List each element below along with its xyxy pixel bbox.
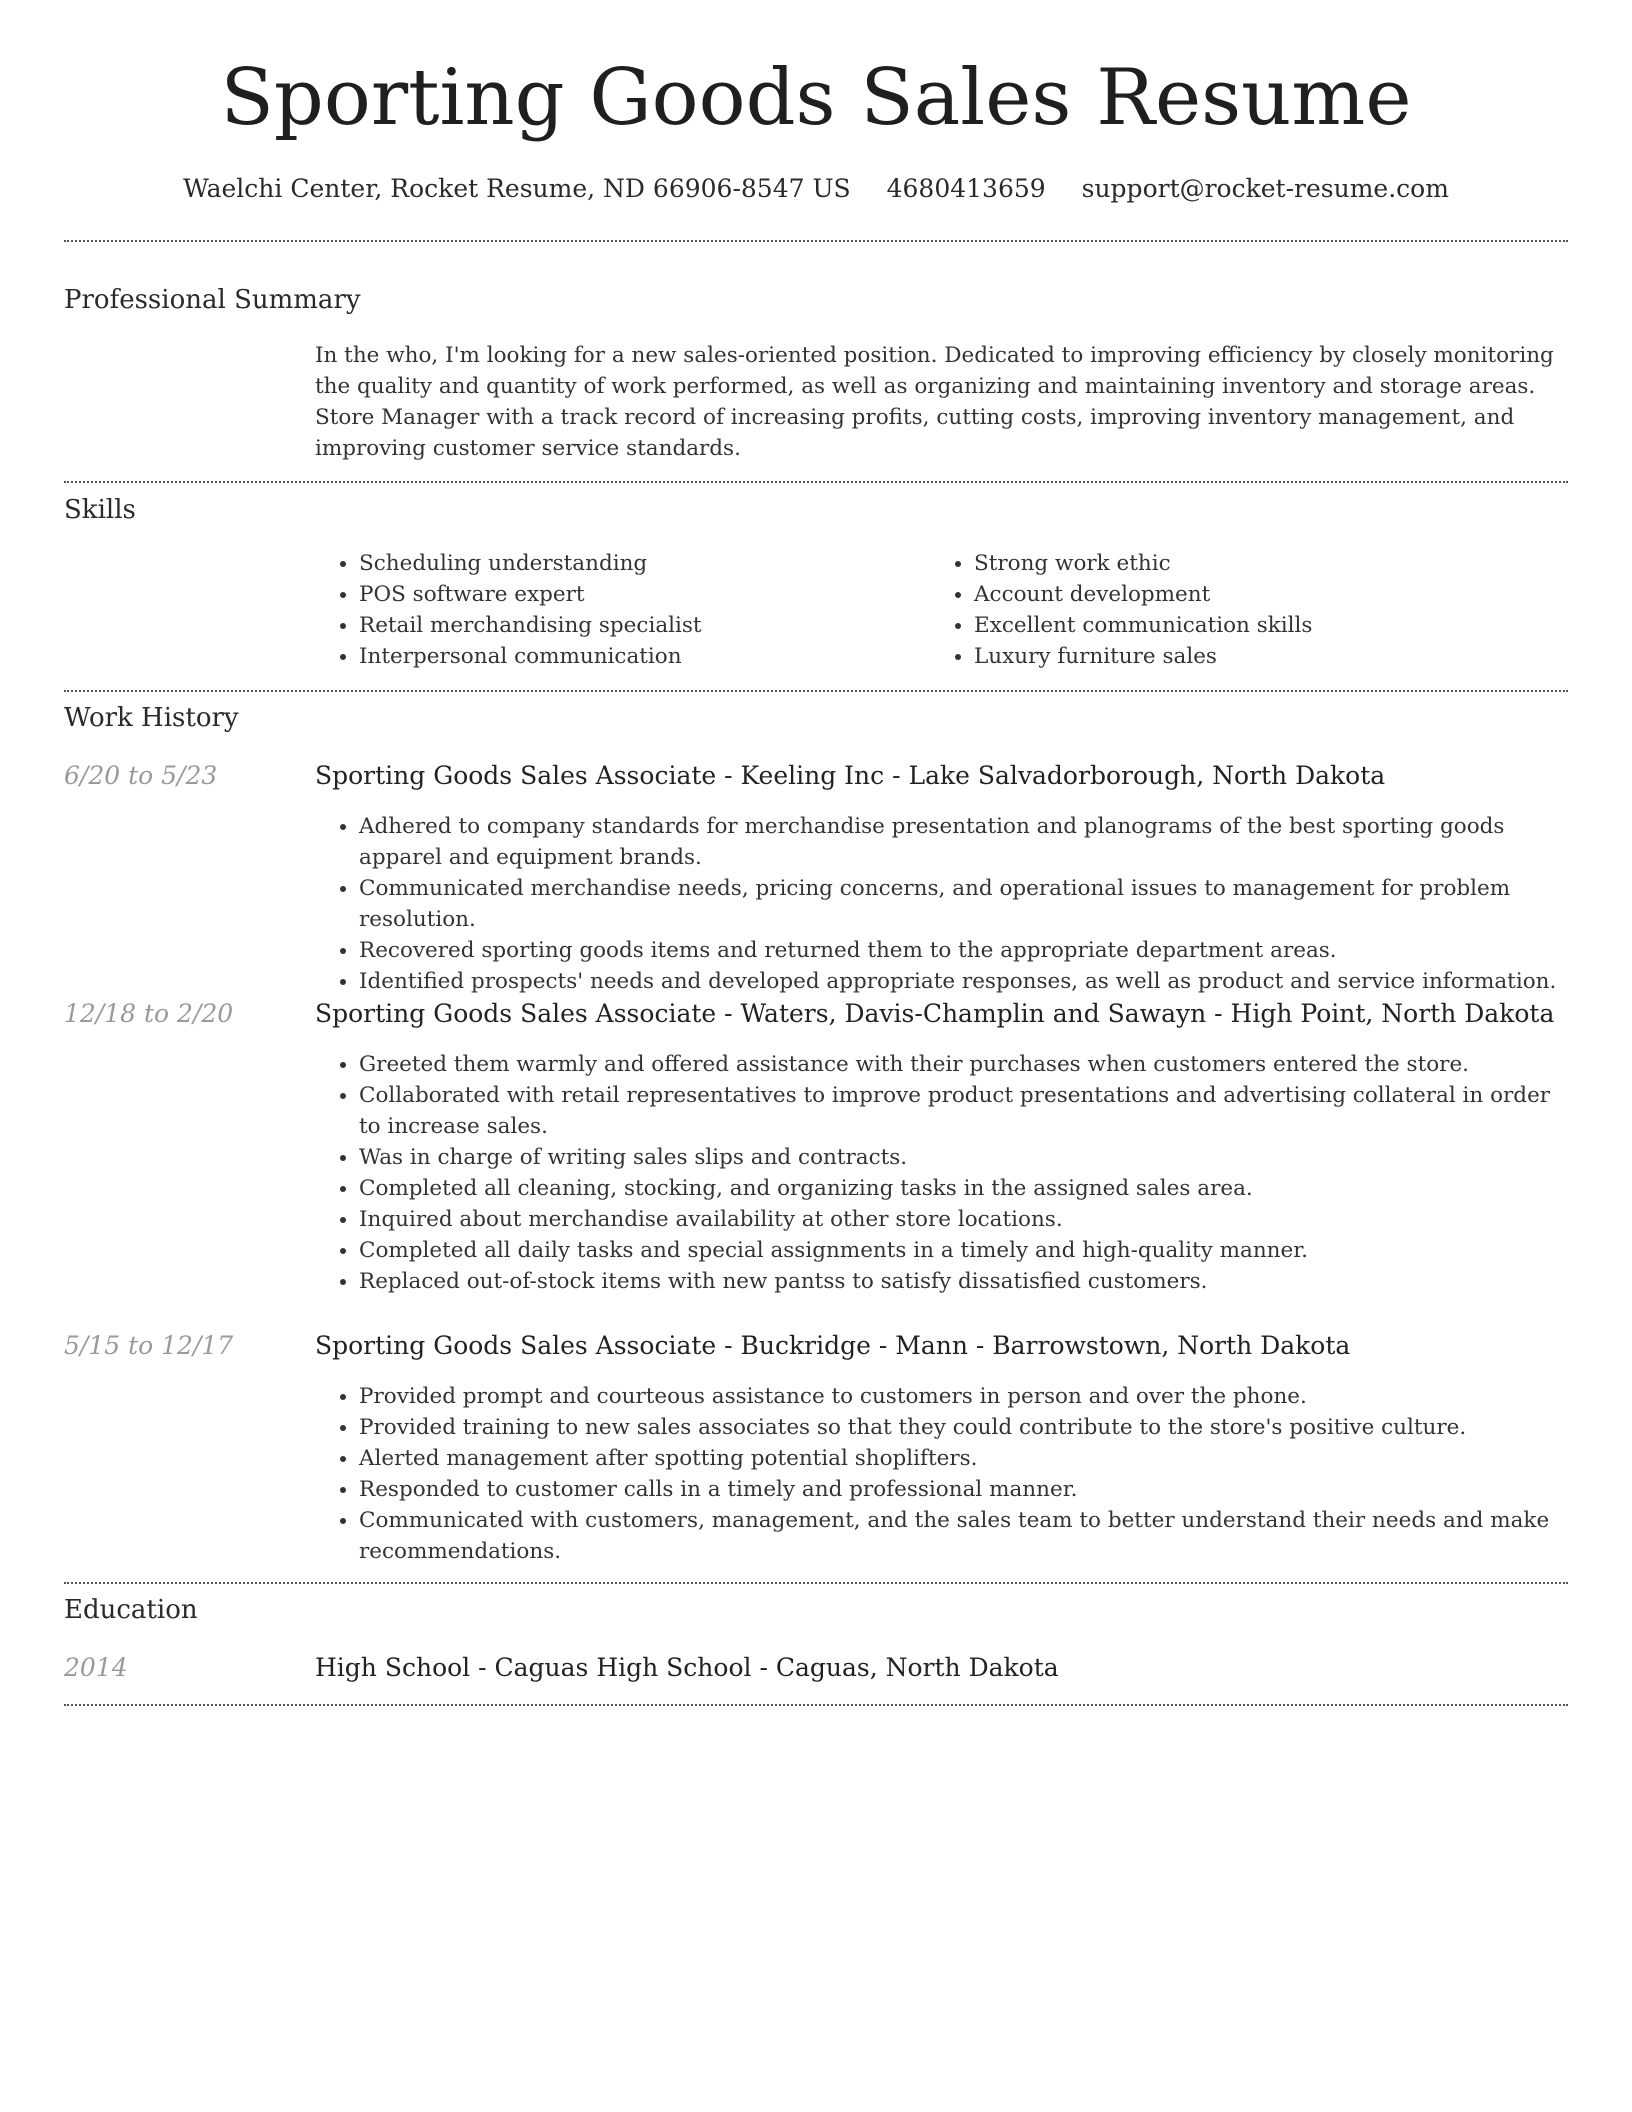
job-dates: 6/20 to 5/23 [64, 761, 218, 790]
job-bullets [315, 1381, 1575, 1567]
divider [64, 1582, 1568, 1584]
job-bullet: • Alerted management after spotting potential shoplifters. [359, 1443, 1575, 1474]
job-bullet: • Completed all daily tasks and special assignments in a timely and high-quality manner. [359, 1235, 1575, 1266]
contact-email: support@rocket-resume.com [1081, 174, 1449, 203]
job-bullet: • Was in charge of writing sales slips and contracts. [359, 1142, 1575, 1173]
job-bullet: • Provided training to new sales associates so that they could contribute to the store's positive culture. [359, 1412, 1575, 1443]
job-bullet: • Adhered to company standards for merchandise presentation and planograms of the best sporting goods apparel and equipment brands. [359, 811, 1575, 873]
divider [64, 1704, 1568, 1706]
job-heading: Sporting Goods Sales Associate - Buckridge - Mann - Barrowstown, North Dakota [315, 1331, 1351, 1360]
job-bullet: • Recovered sporting goods items and returned them to the appropriate department areas. [359, 935, 1575, 966]
job-bullet: • Greeted them warmly and offered assistance with their purchases when customers entered the store. [359, 1049, 1575, 1080]
education-date: 2014 [64, 1653, 128, 1682]
section-title-education: Education [64, 1595, 198, 1625]
contact-phone: 4680413659 [886, 174, 1046, 203]
job-bullet: • Collaborated with retail representatives to improve product presentations and advertising collateral in order to increase sales. [359, 1080, 1575, 1142]
skills-column-2 [930, 548, 1534, 672]
skill-item: • POS software expert [359, 579, 919, 610]
resume-title: Sporting Goods Sales Resume [220, 53, 1412, 143]
skill-item: • Excellent communication skills [974, 610, 1534, 641]
job-bullets [315, 1049, 1575, 1297]
job-dates: 12/18 to 2/20 [64, 999, 234, 1028]
skill-item: • Interpersonal communication [359, 641, 919, 672]
section-title-skills: Skills [64, 495, 136, 525]
job-bullet: • Communicated merchandise needs, pricing concerns, and operational issues to management for problem resolution. [359, 873, 1575, 935]
job-bullet: • Provided prompt and courteous assistance to customers in person and over the phone. [359, 1381, 1575, 1412]
divider [64, 481, 1568, 483]
section-title-work-history: Work History [64, 703, 239, 733]
job-bullet: • Communicated with customers, management, and the sales team to better understand their needs and make recommendations. [359, 1505, 1575, 1567]
job-bullet: • Replaced out-of-stock items with new pantss to satisfy dissatisfied customers. [359, 1266, 1575, 1297]
job-bullet: • Responded to customer calls in a timely and professional manner. [359, 1474, 1575, 1505]
summary-text: In the who, I'm looking for a new sales-oriented position. Dedicated to improving efficiency by closely monitoring the quality and quantity of work performed, as well as organizing and maintaining inventory and storage areas. Store Manager with a track record of increasing profits, cutting costs, improving inventory management, and improving customer service standards. [315, 343, 1554, 461]
contact-line [64, 170, 1568, 208]
skill-item: • Strong work ethic [974, 548, 1534, 579]
job-bullet: • Inquired about merchandise availability at other store locations. [359, 1204, 1575, 1235]
contact-address: Waelchi Center, Rocket Resume, ND 66906-8547 US [183, 174, 851, 203]
job-bullets [315, 811, 1575, 997]
divider [64, 240, 1568, 242]
skills-column-1 [315, 548, 919, 672]
job-heading: Sporting Goods Sales Associate - Keeling Inc - Lake Salvadorborough, North Dakota [315, 761, 1386, 790]
skill-item: • Luxury furniture sales [974, 641, 1534, 672]
education-heading: High School - Caguas High School - Caguas, North Dakota [315, 1653, 1059, 1682]
skill-item: • Retail merchandising specialist [359, 610, 919, 641]
divider [64, 690, 1568, 692]
job-bullet: • Identified prospects' needs and developed appropriate responses, as well as product and service information. [359, 966, 1575, 997]
skill-item: • Account development [974, 579, 1534, 610]
job-dates: 5/15 to 12/17 [64, 1331, 234, 1360]
skill-item: • Scheduling understanding [359, 548, 919, 579]
job-heading: Sporting Goods Sales Associate - Waters, Davis-Champlin and Sawayn - High Point, North Dakota [315, 999, 1555, 1028]
job-bullet: • Completed all cleaning, stocking, and organizing tasks in the assigned sales area. [359, 1173, 1575, 1204]
section-title-summary: Professional Summary [64, 285, 361, 315]
